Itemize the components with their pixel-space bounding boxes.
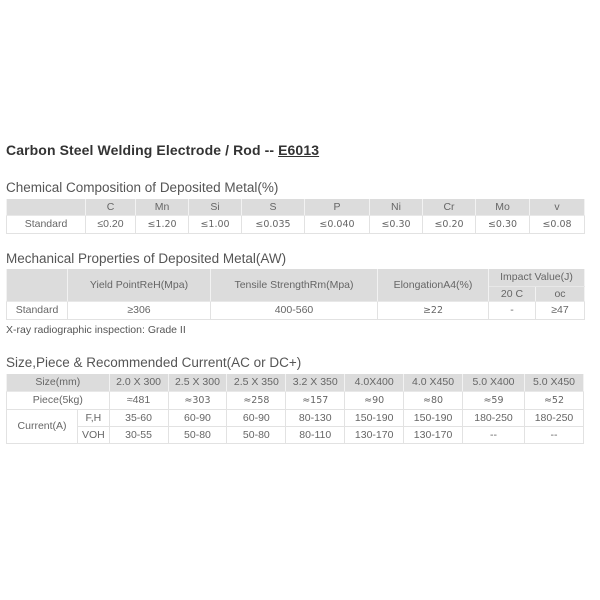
piece-value: ≈90 xyxy=(345,391,404,409)
voh-value: 130-170 xyxy=(345,426,404,443)
chemical-header-blank xyxy=(7,199,86,215)
piece-value: ≈52 xyxy=(524,391,583,409)
value-impact-oc: ≥47 xyxy=(536,301,585,319)
voh-value: -- xyxy=(524,426,583,443)
current-label: Current(A) xyxy=(7,409,78,443)
size-header: 4.0X400 xyxy=(345,374,404,391)
fh-value: 35-60 xyxy=(109,409,168,426)
value-elongation: ≥22 xyxy=(378,301,489,319)
chemical-header-v: v xyxy=(530,199,585,215)
impact-sub-oc: oc xyxy=(536,286,585,301)
value-cr: ≤0.20 xyxy=(423,215,476,233)
value-impact-20c: - xyxy=(489,301,536,319)
size-header: 2.5 X 300 xyxy=(168,374,227,391)
mechanical-header-impact: Impact Value(J) xyxy=(489,269,585,286)
voh-value: 50-80 xyxy=(168,426,227,443)
piece-value: ≈80 xyxy=(404,391,463,409)
size-header: 5.0 X400 xyxy=(463,374,525,391)
size-table xyxy=(6,374,584,444)
piece-value: ≈303 xyxy=(168,391,227,409)
row-label: Standard xyxy=(7,215,86,233)
piece-value: ≈157 xyxy=(286,391,345,409)
value-p: ≤0.040 xyxy=(305,215,370,233)
size-header: 2.0 X 300 xyxy=(109,374,168,391)
size-header-row xyxy=(7,374,584,391)
fh-value: 180-250 xyxy=(524,409,583,426)
piece-label: Piece(5kg) xyxy=(7,391,110,409)
fh-value: 150-190 xyxy=(345,409,404,426)
product-code-link[interactable]: E6013 xyxy=(278,142,320,158)
mechanical-section-title: Mechanical Properties of Deposited Metal(AW) xyxy=(6,251,287,266)
page-title xyxy=(6,142,319,158)
voh-label: VOH xyxy=(78,426,110,443)
size-header: 3.2 X 350 xyxy=(286,374,345,391)
value-mn: ≤1.20 xyxy=(136,215,189,233)
chemical-header-s: S xyxy=(242,199,305,215)
table-row xyxy=(7,215,585,233)
chemical-header-si: Si xyxy=(189,199,242,215)
fh-value: 80-130 xyxy=(286,409,345,426)
chemical-header-ni: Ni xyxy=(370,199,423,215)
mechanical-header-row xyxy=(7,269,585,286)
mechanical-header-blank xyxy=(7,269,68,301)
value-ni: ≤0.30 xyxy=(370,215,423,233)
voh-value: 30-55 xyxy=(109,426,168,443)
chemical-header-mo: Mo xyxy=(476,199,530,215)
piece-row xyxy=(7,391,584,409)
title-text: Carbon Steel Welding Electrode / Rod -- xyxy=(6,142,279,158)
table-row xyxy=(7,301,585,319)
fh-value: 60-90 xyxy=(168,409,227,426)
piece-value: ≈258 xyxy=(227,391,286,409)
current-voh-row xyxy=(7,426,584,443)
value-mo: ≤0.30 xyxy=(476,215,530,233)
chemical-header-mn: Mn xyxy=(136,199,189,215)
chemical-header-cr: Cr xyxy=(423,199,476,215)
chemical-header-p: P xyxy=(305,199,370,215)
size-section-title: Size,Piece & Recommended Current(AC or DC+) xyxy=(6,355,302,370)
voh-value: 130-170 xyxy=(404,426,463,443)
fh-value: 180-250 xyxy=(463,409,525,426)
size-header: 4.0 X450 xyxy=(404,374,463,391)
chemical-section-title: Chemical Composition of Deposited Metal(%) xyxy=(6,180,279,195)
voh-value: 50-80 xyxy=(227,426,286,443)
fh-value: 60-90 xyxy=(227,409,286,426)
chemical-header-c: C xyxy=(86,199,136,215)
voh-value: -- xyxy=(463,426,525,443)
mechanical-header-tensile: Tensile StrengthRm(Mpa) xyxy=(211,269,378,301)
value-tensile: 400-560 xyxy=(211,301,378,319)
value-c: ≤0.20 xyxy=(86,215,136,233)
mechanical-table xyxy=(6,269,585,320)
mechanical-header-yield: Yield PointReH(Mpa) xyxy=(68,269,211,301)
fh-label: F,H xyxy=(78,409,110,426)
current-fh-row xyxy=(7,409,584,426)
value-s: ≤0.035 xyxy=(242,215,305,233)
size-header: 2.5 X 350 xyxy=(227,374,286,391)
chemical-header-row xyxy=(7,199,585,215)
piece-value: ≈59 xyxy=(463,391,525,409)
piece-value: ≈481 xyxy=(109,391,168,409)
mechanical-header-elongation: ElongationA4(%) xyxy=(378,269,489,301)
value-si: ≤1.00 xyxy=(189,215,242,233)
impact-sub-20c: 20 C xyxy=(489,286,536,301)
size-header: 5.0 X450 xyxy=(524,374,583,391)
value-yield: ≥306 xyxy=(68,301,211,319)
fh-value: 150-190 xyxy=(404,409,463,426)
row-label: Standard xyxy=(7,301,68,319)
chemical-table xyxy=(6,199,585,234)
voh-value: 80-110 xyxy=(286,426,345,443)
value-v: ≤0.08 xyxy=(530,215,585,233)
inspection-note: X-ray radiographic inspection: Grade II xyxy=(6,324,186,336)
size-label: Size(mm) xyxy=(7,374,110,391)
